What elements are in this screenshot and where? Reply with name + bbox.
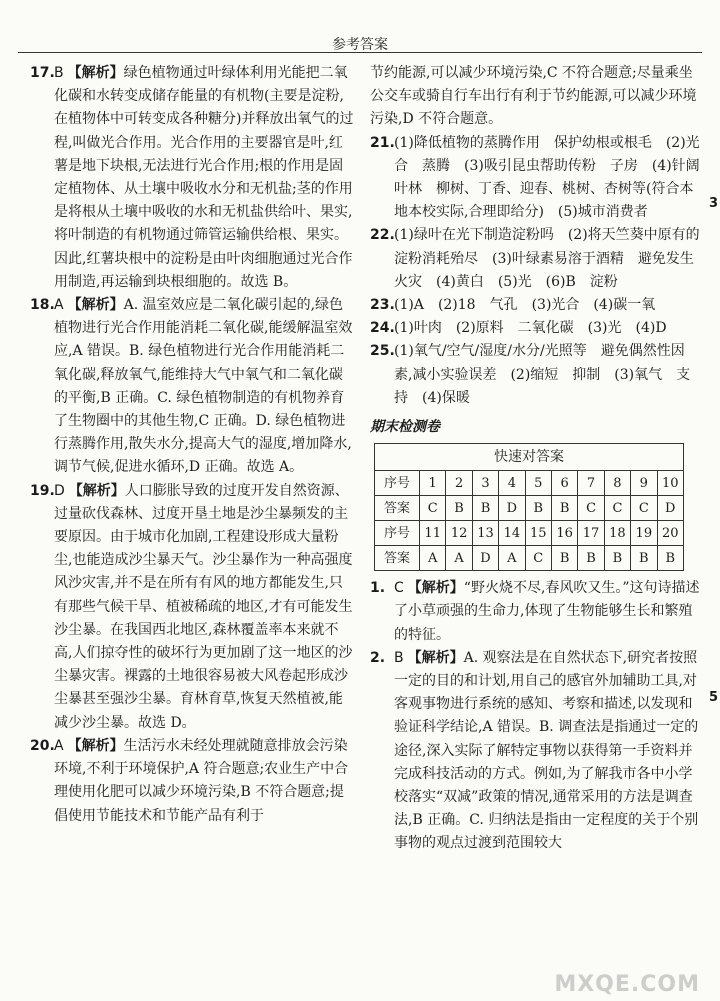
analysis-text: “野火烧不尽,春风吹又生。”这句诗描述了小草顽强的生命力,体现了生物能够生长和繁殖的特征。 [394, 580, 700, 643]
item-number: 24. [370, 320, 395, 337]
table-cell: B [551, 496, 577, 521]
item-text: (1)绿叶在光下制造淀粉吗 (2)将天竺葵中原有的淀粉消耗殆尽 (3)叶绿素易溶于酒精 避免发生火灾 (4)黄白 (5)光 (6)B 淀粉 [394, 227, 700, 290]
exam-answer-item-2 [370, 647, 702, 856]
row-label: 答案 [375, 496, 420, 521]
item-answer: B [394, 649, 404, 666]
table-cell: C [631, 496, 657, 521]
table-cell: 14 [499, 521, 525, 546]
analysis-tag: 【解析】 [67, 297, 124, 314]
item-answer: C [394, 580, 404, 597]
final-exam-title: 期末检测卷 [370, 419, 440, 436]
table-cell: 19 [631, 521, 657, 546]
answer-item-25 [370, 340, 702, 410]
table-cell: B [446, 496, 472, 521]
answer-item-17 [30, 62, 354, 294]
watermark-logo: MXQE.COM [554, 972, 700, 997]
table-cell: 5 [525, 471, 551, 496]
table-cell: 12 [446, 521, 472, 546]
item-answer: D [54, 482, 65, 499]
item-number: 23. [370, 297, 395, 314]
answer-item-22 [370, 224, 702, 294]
table-cell: D [472, 546, 498, 571]
table-cell: 6 [551, 471, 577, 496]
table-cell: C [525, 546, 551, 571]
table-cell: 3 [472, 471, 498, 496]
table-cell: 7 [578, 471, 604, 496]
answer-item-20 [30, 735, 354, 828]
table-cell: B [604, 546, 630, 571]
item-text: (1)氧气/空气/湿度/水分/光照等 避免偶然性因素,减小实验误差 (2)缩短 抑制 (3)氧气 支持 (4)保暖 [394, 343, 691, 406]
table-row [375, 546, 684, 571]
analysis-tag: 【解析】 [67, 65, 124, 81]
answer-item-19 [30, 480, 354, 735]
table-cell: B [578, 546, 604, 571]
table-cell: 18 [604, 521, 630, 546]
table-cell: A [420, 546, 446, 571]
edge-page-mark: 3 [708, 196, 718, 211]
table-cell: C [578, 496, 604, 521]
analysis-tag: 【解析】 [407, 649, 464, 666]
table-cell: B [525, 496, 551, 521]
table-cell: 1 [420, 471, 446, 496]
header-divider [18, 52, 702, 53]
item-answer: A [54, 297, 64, 314]
table-cell: 10 [657, 471, 683, 496]
table-row [375, 521, 684, 546]
table-cell: 4 [499, 471, 525, 496]
table-cell: B [657, 546, 683, 571]
item-number: 2. [370, 649, 386, 666]
table-caption: 快速对答案 [375, 444, 684, 471]
table-cell: 11 [420, 521, 446, 546]
row-label: 答案 [375, 546, 420, 571]
exam-answer-item-1 [370, 577, 702, 647]
answer-item-24 [370, 317, 702, 340]
row-label: 序号 [375, 521, 420, 546]
table-cell: A [499, 546, 525, 571]
analysis-tag: 【解析】 [68, 482, 125, 499]
table-cell: B [472, 496, 498, 521]
table-cell: A [446, 546, 472, 571]
analysis-text: A. 温室效应是二氧化碳引起的,绿色植物进行光合作用能消耗二氧化碳,能缓解温室效应,A 错误。B. 绿色植物进行光合作用能消耗二氧化碳,释放氧气,能维持大气中氧气和二氧化碳的平衡,B 正确。C. 绿色植物制造的有机物养育了生物圈中的其他生物,C 正确。D. 绿色植物进行蒸腾作用,散失水分,提高大气的湿度,增加降水,调节气候,促进水循环,D 正确。故选 A。 [54, 297, 353, 476]
right-column [370, 62, 702, 856]
item-number: 1. [370, 580, 386, 597]
answer-item-18 [30, 294, 354, 480]
table-cell: 20 [657, 521, 683, 546]
analysis-tag: 【解析】 [407, 580, 464, 597]
table-cell: 17 [578, 521, 604, 546]
item-answer: B [54, 65, 64, 81]
item-20-continuation: 节约能源,可以减少环境污染,C 不符合题意;尽量乘坐公交车或骑自行车出行有利于节约能源,可以减少环境污染,D 不符合题意。 [370, 65, 697, 128]
analysis-text: 绿色植物通过叶绿体利用光能把二氧化碳和水转变成储存能量的有机物(主要是淀粉,在植物体中可转变成各种糖分)并释放出氧气的过程,叫做光合作用。光合作用的主要器官是叶,红薯是地下块根,无法进行光合作用;根的作用是固定植物体、从土壤中吸收水分和无机盐;茎的作用是将根从土壤中吸收的水和无机盐供给叶、果实,将叶制造的有机物通过筛管运输供给根、果实。因此,红薯块根中的淀粉是由叶肉细胞通过光合作用制造,再运输到块根细胞的。故选 B。 [54, 65, 354, 290]
table-cell: B [551, 546, 577, 571]
quick-answer-table [374, 443, 684, 571]
item-number: 25. [370, 343, 395, 360]
item-number: 21. [370, 134, 395, 151]
item-number: 22. [370, 227, 395, 244]
answer-item-23 [370, 294, 702, 317]
row-label: 序号 [375, 471, 420, 496]
analysis-text: 人口膨胀导致的过度开发自然资源、过量砍伐森林、过度开垦土地是沙尘暴频发的主要原因。由于城市化加剧,工程建设形成大量粉尘,也能造成沙尘暴天气。沙尘暴作为一种高强度风沙灾害,并不是在所有有风的地方都能发生,只有那些气候干旱、植被稀疏的地区,才有可能发生沙尘暴。在我国西北地区,森林覆盖率本来就不高,人们掠夺性的破坏行为更加剧了这一地区的沙尘暴灾害。裸露的土地很容易被大风卷起形成沙尘暴甚至强沙尘暴。育林育草,恢复天然植被,能减少沙尘暴。故选 D。 [54, 482, 353, 731]
page-header [0, 0, 720, 60]
item-text: (1)降低植物的蒸腾作用 保护幼根或根毛 (2)光合 蒸腾 (3)吸引昆虫帮助传粉 子房 (4)针阔叶林 柳树、丁香、迎春、桃树、杏树等(符合本地本校实际,合理即给分) (5)城市消费者 [394, 134, 700, 221]
analysis-text: 生活污水未经处理就随意排放会污染环境,不利于环境保护,A 符合题意;农业生产中合理使用化肥可以减少环境污染,B 不符合题意;提倡使用节能技术和节能产品有利于 [54, 737, 349, 824]
item-number: 20. [30, 737, 55, 754]
table-cell: D [499, 496, 525, 521]
table-cell: 9 [631, 471, 657, 496]
item-text: (1)A (2)18 气孔 (3)光合 (4)碳一氧 [394, 297, 656, 314]
table-cell: 8 [604, 471, 630, 496]
table-cell: D [657, 496, 683, 521]
table-cell: C [604, 496, 630, 521]
item-answer: A [54, 737, 64, 754]
item-number: 19. [30, 482, 55, 499]
table-cell: 15 [525, 521, 551, 546]
left-column [30, 62, 354, 828]
answer-item-21 [370, 132, 702, 225]
table-cell: C [420, 496, 446, 521]
page-title: 参考答案 [332, 37, 388, 53]
item-number: 17. [30, 65, 55, 81]
table-cell: B [631, 546, 657, 571]
table-cell: 13 [472, 521, 498, 546]
table-row [375, 496, 684, 521]
table-cell: 16 [551, 521, 577, 546]
item-number: 18. [30, 297, 55, 314]
analysis-tag: 【解析】 [67, 737, 124, 754]
analysis-text: A. 观察法是在自然状态下,研究者按照一定的目的和计划,用自己的感官外加辅助工具,对客观事物进行系统的感知、考察和描述,以发现和验证科学结论,A 错误。B. 调查法是指通过一定的途径,深入实际了解特定事物以获得第一手资料并完成科技活动的方式。例如,为了解我市各中小学校落实“双减”政策的情况,通常采用的方法是调查法,B 正确。C. 归纳法是指由一定程度的关于个别事物的观点过渡到范围较大 [394, 649, 699, 852]
table-cell: 2 [446, 471, 472, 496]
item-text: (1)叶肉 (2)原料 二氧化碳 (3)光 (4)D [394, 320, 667, 337]
table-row [375, 471, 684, 496]
edge-page-mark: 5 [708, 690, 718, 705]
